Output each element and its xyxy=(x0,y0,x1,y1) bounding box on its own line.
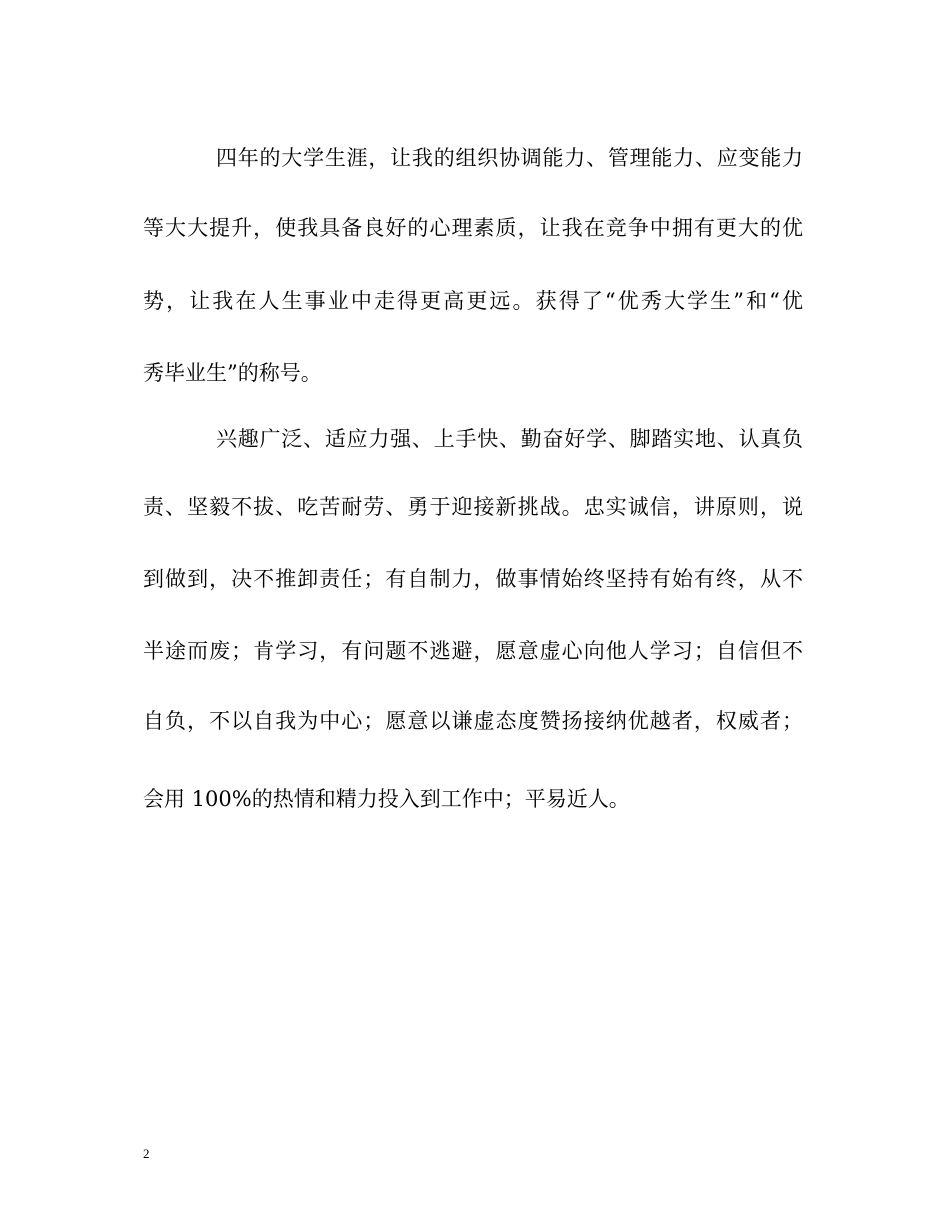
paragraph-2-line-3: 到做到，决不推卸责任；有自制力，做事情始终坚持有始有终，从不 xyxy=(143,567,803,591)
paragraph-1-line-1: 四年的大学生涯，让我的组织协调能力、管理能力、应变能力 xyxy=(216,146,803,170)
paragraph-2-line-6: 会用 100%的热情和精力投入到工作中；平易近人。 xyxy=(143,787,630,811)
paragraph-2-line-2: 责、坚毅不拔、吃苦耐劳、勇于迎接新挑战。忠实诚信，讲原则，说 xyxy=(143,495,803,519)
paragraph-1-line-2: 等大大提升，使我具备良好的心理素质，让我在竞争中拥有更大的优 xyxy=(143,216,803,240)
paragraph-2-line-5: 自负，不以自我为中心；愿意以谦虚态度赞扬接纳优越者，权威者； xyxy=(143,709,803,733)
paragraph-1-line-4: 秀毕业生”的称号。 xyxy=(143,361,322,385)
paragraph-2-line-1: 兴趣广泛、适应力强、上手快、勤奋好学、脚踏实地、认真负 xyxy=(216,427,803,451)
paragraph-2-line-4: 半途而废；肯学习，有问题不逃避，愿意虚心向他人学习；自信但不 xyxy=(143,639,803,663)
paragraph-1-line-3: 势，让我在人生事业中走得更高更远。获得了“优秀大学生”和“优 xyxy=(143,289,803,313)
page-number: 2 xyxy=(143,1146,150,1161)
